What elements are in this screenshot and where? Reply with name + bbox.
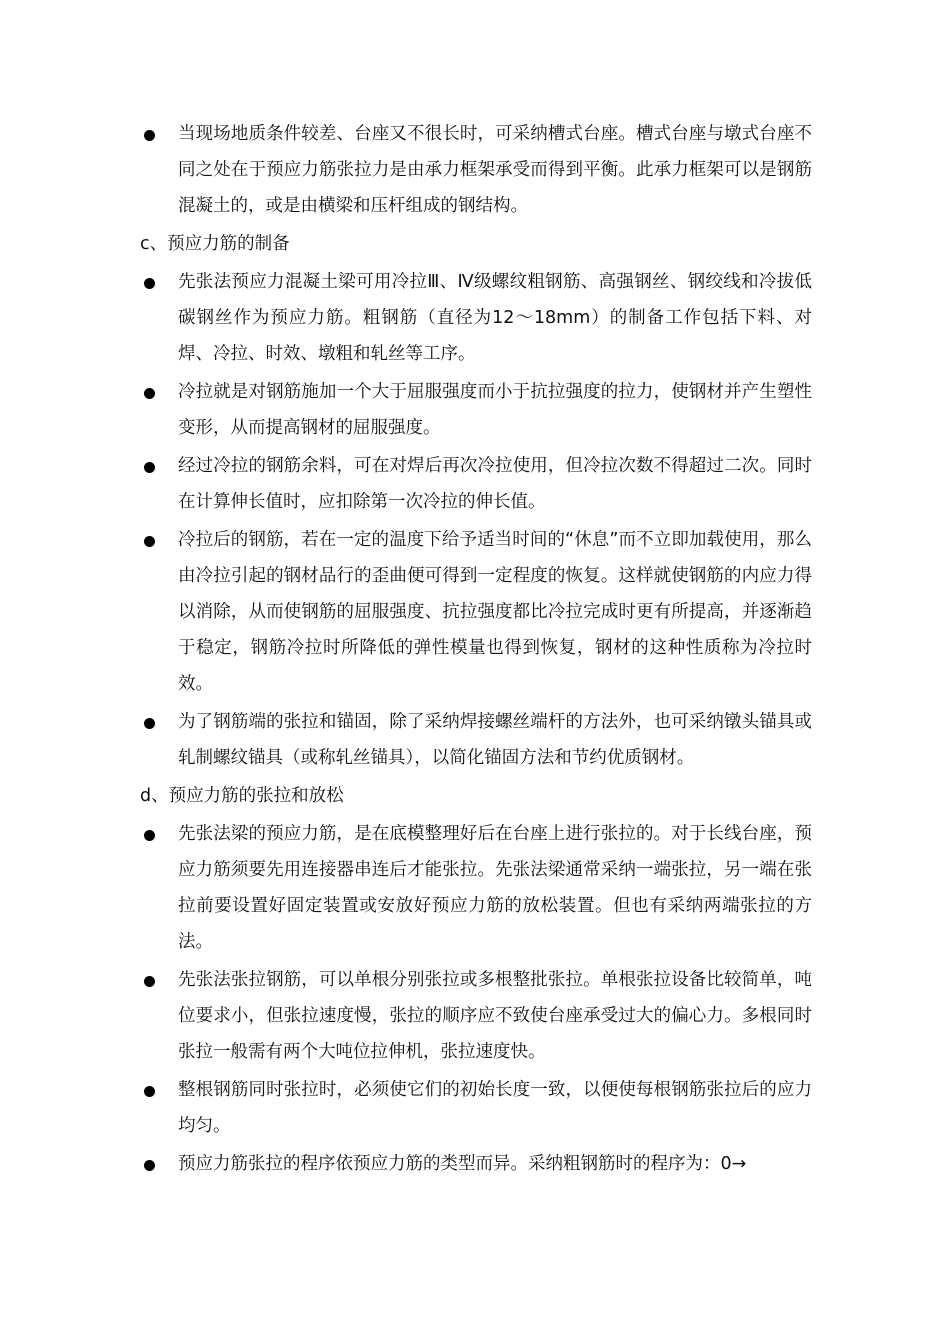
section-heading: d、预应力筋的张拉和放松	[140, 786, 344, 806]
document-body	[140, 116, 812, 1182]
bullet-paragraph	[140, 374, 812, 446]
bullet-icon	[144, 976, 155, 987]
bullet-paragraph	[140, 1072, 812, 1144]
bullet-paragraph	[140, 448, 812, 520]
bullet-icon	[144, 830, 155, 841]
paragraph-text: 经过冷拉的钢筋余料，可在对焊后再次冷拉使用，但冷拉次数不得超过二次。同时在计算伸长值时，应扣除第一次冷拉的伸长值。	[178, 456, 812, 512]
paragraph-text: 为了钢筋端的张拉和锚固，除了采纳焊接螺丝端杆的方法外，也可采纳镦头锚具或轧制螺纹锚具（或称轧丝锚具），以简化锚固方法和节约优质钢材。	[178, 712, 812, 768]
paragraph-text: 先张法张拉钢筋，可以单根分别张拉或多根整批张拉。单根张拉设备比较简单，吨位要求小，但张拉速度慢，张拉的顺序应不致使台座承受过大的偏心力。多根同时张拉一般需有两个大吨位拉伸机，张拉速度快。	[178, 970, 812, 1062]
bullet-icon	[144, 718, 155, 729]
bullet-paragraph	[140, 704, 812, 776]
paragraph-text: 先张法预应力混凝土梁可用冷拉Ⅲ、Ⅳ级螺纹粗钢筋、高强钢丝、钢绞线和冷拔低碳钢丝作为预应力筋。粗钢筋（直径为12～18mm）的制备工作包括下料、对焊、冷拉、时效、墩粗和轧丝等工序。	[178, 272, 812, 364]
paragraph-text: 冷拉就是对钢筋施加一个大于屈服强度而小于抗拉强度的拉力，使钢材并产生塑性变形，从而提高钢材的屈服强度。	[178, 382, 812, 438]
bullet-paragraph	[140, 264, 812, 372]
bullet-paragraph	[140, 116, 812, 224]
bullet-icon	[144, 462, 155, 473]
bullet-icon	[144, 278, 155, 289]
paragraph-text: 先张法梁的预应力筋，是在底模整理好后在台座上进行张拉的。对于长线台座，预应力筋须要先用连接器串连后才能张拉。先张法梁通常采纳一端张拉，另一端在张拉前要设置好固定装置或安放好预应力筋的放松装置。但也有采纳两端张拉的方法。	[178, 824, 812, 952]
bullet-icon	[144, 388, 155, 399]
bullet-paragraph	[140, 816, 812, 960]
bullet-icon	[144, 130, 155, 141]
section-heading: c、预应力筋的制备	[140, 234, 290, 254]
paragraph-text: 预应力筋张拉的程序依预应力筋的类型而异。采纳粗钢筋时的程序为：0→	[178, 1154, 747, 1174]
paragraph-text: 冷拉后的钢筋，若在一定的温度下给予适当时间的“休息”而不立即加载使用，那么由冷拉引起的钢材品行的歪曲便可得到一定程度的恢复。这样就使钢筋的内应力得以消除，从而使钢筋的屈服强度、抗拉强度都比冷拉完成时更有所提高，并逐渐趋于稳定，钢筋冷拉时所降低的弹性模量也得到恢复，钢材的这种性质称为冷拉时效。	[178, 530, 812, 694]
bullet-paragraph	[140, 962, 812, 1070]
paragraph-text: 当现场地质条件较差、台座又不很长时，可采纳槽式台座。槽式台座与墩式台座不同之处在于预应力筋张拉力是由承力框架承受而得到平衡。此承力框架可以是钢筋混凝土的，或是由横梁和压杆组成的钢结构。	[178, 124, 812, 216]
bullet-icon	[144, 1160, 155, 1171]
bullet-paragraph	[140, 1146, 812, 1182]
bullet-paragraph	[140, 522, 812, 702]
bullet-icon	[144, 536, 155, 547]
bullet-icon	[144, 1086, 155, 1097]
paragraph-text: 整根钢筋同时张拉时，必须使它们的初始长度一致，以便使每根钢筋张拉后的应力均匀。	[178, 1080, 812, 1136]
